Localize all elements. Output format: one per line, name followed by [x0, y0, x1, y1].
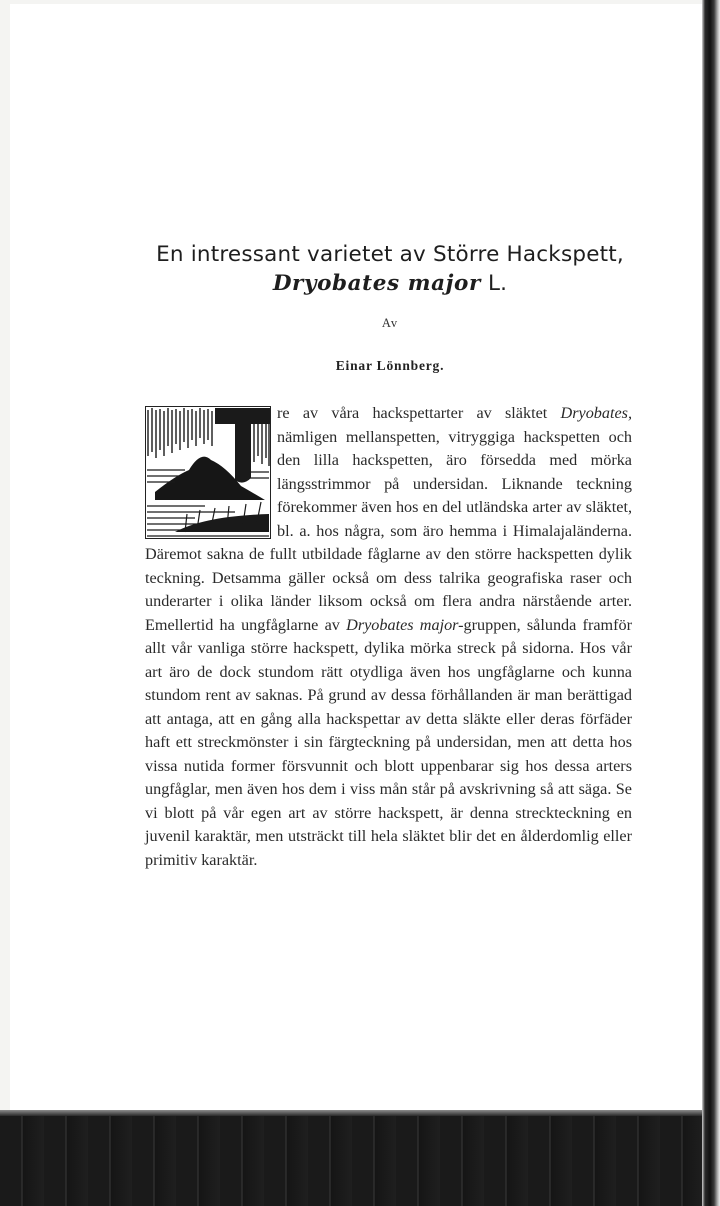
body-text-part-1: re av våra hackspettarter av släktet	[277, 404, 561, 422]
byline-prefix: Av	[381, 316, 399, 330]
binding-edge	[702, 0, 720, 1206]
body-text-part-2: nämligen mellanspetten, vitryggiga hackspetten och den lilla hackspetten, äro försedda med mörka längsstrimmor på undersidan. Liknande teckning förekommer även hos en del utländska arter av släktet, bl. a. hos några, som äro hemma i Himalajaländerna. Däremot sakna de fullt utbildade fåglarne av den större hackspetten dylik teckning. Detsamma gäller också om dess talrika geografiska raser och underarter i olika länder liksom också om flera andra närstående arter. Emellertid ha ungfåglarne av	[145, 427, 632, 634]
author-name: Einar Lönnberg.	[335, 358, 445, 373]
woodcut-landscape-icon	[145, 406, 271, 539]
body-italic-dryobates: Dryobates,	[560, 404, 632, 422]
title-suffix: L.	[480, 271, 508, 296]
title-line-1: En intressant varietet av Större Hackspett,	[156, 242, 624, 267]
body-text-part-3: gruppen, sålunda framför allt vår vanliga större hackspett, dylika mörka streck på sidorna. Hos vår art äro de dock stundom rätt otydliga även hos ungfåglarne och kunna stundom rent av saknas. På grund av dessa förhållanden är man berättigad att antaga, att en gång alla hackspettar av detta släkte eller deras förfäder haft ett streckmönster i sin färgteckning på undersidan, men att detta hos vissa nutida former försvunnit och blott uppenbarar sig hos dessa arters ungfåglar, men även hos dem i viss mån står på avskrivning så att säga. Se vi blott på vår egen art av större hackspett, är denna streckteckning en juvenil karaktär, men utsträckt till hela släktet blir det en ålderdomlig eller primitiv karaktär.	[145, 615, 632, 869]
title-line-2	[120, 269, 660, 298]
article-title	[120, 240, 660, 298]
scan-border-strip	[0, 1110, 702, 1206]
body-italic-dryobates-major: Dryobates major-	[346, 615, 464, 634]
title-latin-name: Dryobates major	[272, 271, 481, 296]
article-body	[145, 402, 632, 872]
